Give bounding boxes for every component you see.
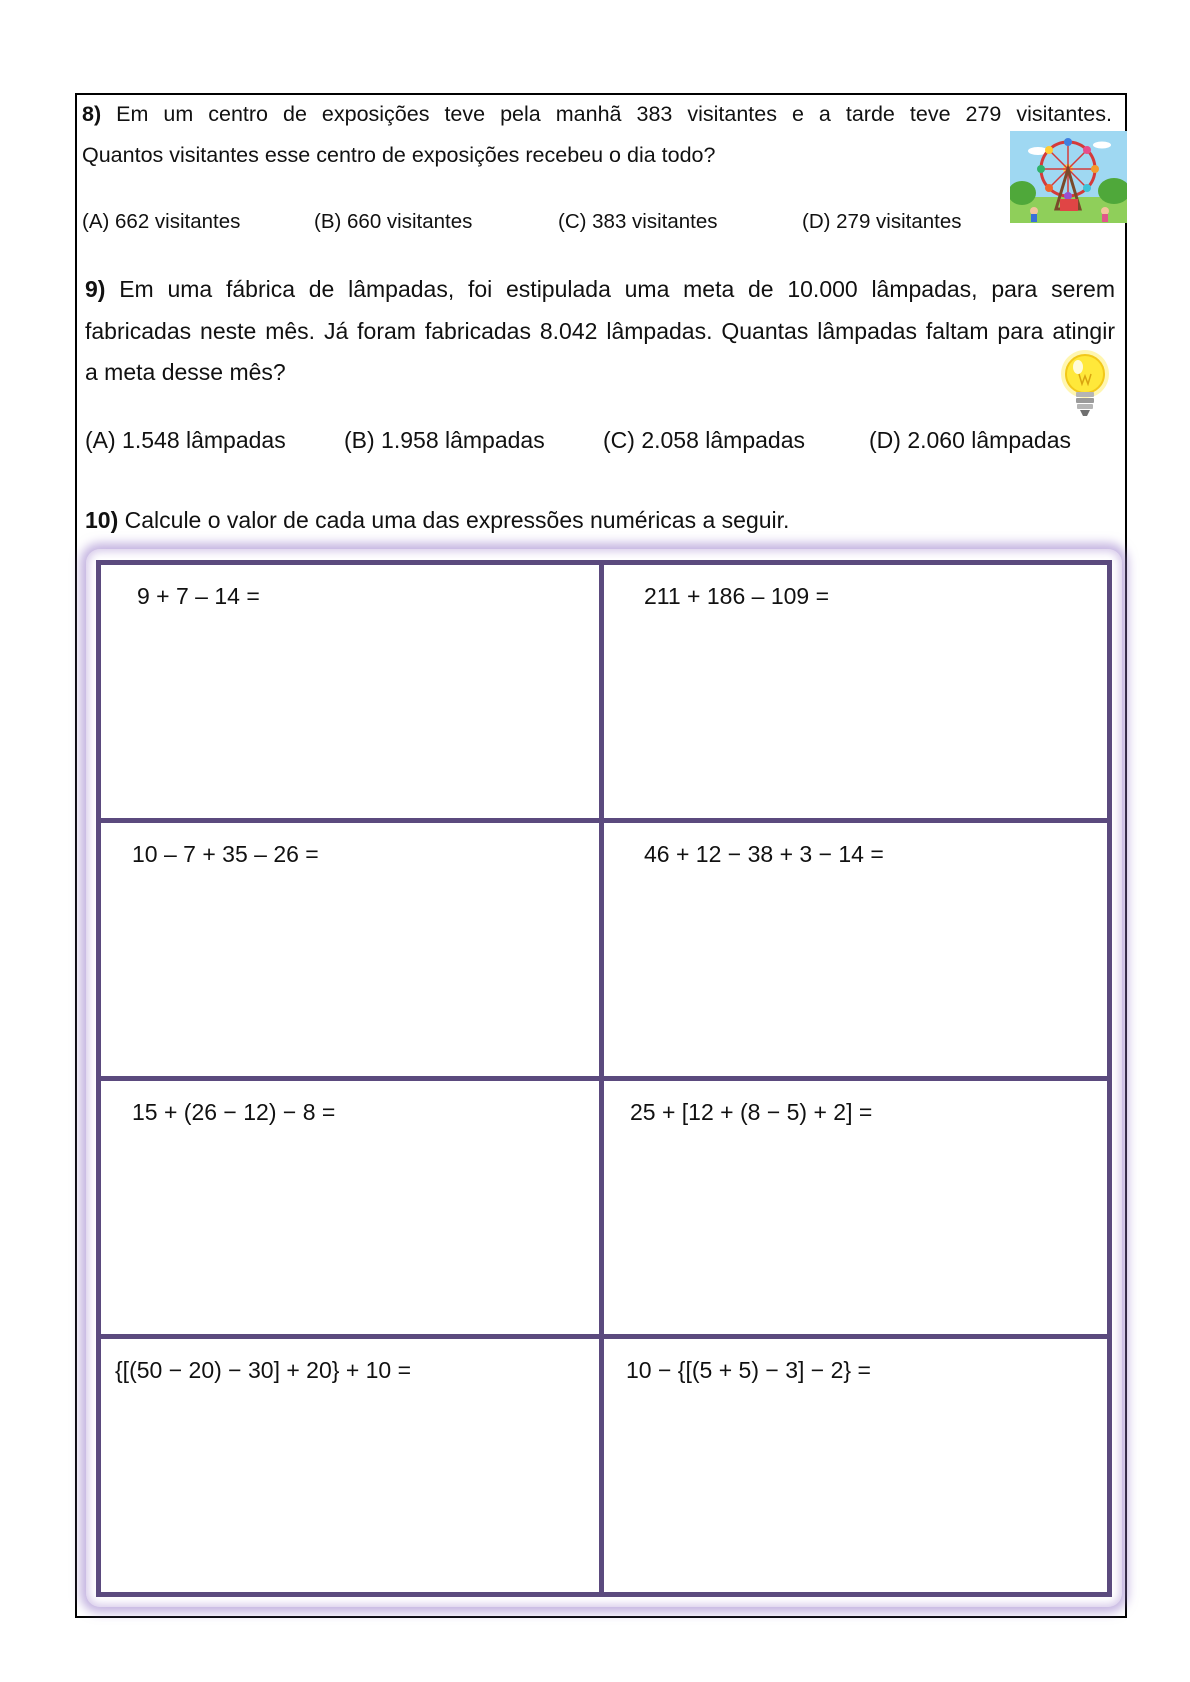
question-8-text-1: Em um centro de exposições teve pela manhã 383 visitantes e a tarde teve 279 visitantes. (116, 102, 1112, 126)
question-8-option-d[interactable]: (D) 279 visitantes (802, 210, 962, 233)
question-10-text: Calcule o valor de cada uma das expressões numéricas a seguir. (124, 507, 790, 533)
lightbulb-icon (1058, 350, 1112, 418)
expression-5: 15 + (26 − 12) − 8 = (132, 1099, 336, 1125)
expression-3: 10 – 7 + 35 – 26 = (132, 841, 319, 867)
question-9-number: 9) (85, 276, 106, 302)
expression-4: 46 + 12 − 38 + 3 − 14 = (644, 841, 884, 867)
question-9-text-1: Em uma fábrica de lâmpadas, foi estipulada uma meta de 10.000 lâmpadas, para serem (119, 276, 1116, 302)
question-9-line-2: fabricadas neste mês. Já foram fabricadas 8.042 lâmpadas. Quantas lâmpadas faltam para atingir (85, 318, 1115, 344)
question-9-line-1 (85, 276, 1115, 303)
expression-cell-3[interactable] (96, 818, 604, 1081)
expression-cell-4[interactable] (599, 818, 1112, 1081)
expression-cell-2[interactable] (599, 560, 1112, 823)
question-9-option-b[interactable]: (B) 1.958 lâmpadas (344, 427, 545, 453)
question-9-line-3: a meta desse mês? (85, 359, 286, 385)
question-10-statement (85, 507, 789, 534)
question-10-number: 10) (85, 507, 119, 533)
question-8-option-a[interactable]: (A) 662 visitantes (82, 210, 241, 233)
expression-2: 211 + 186 – 109 = (644, 583, 830, 609)
question-9-option-a[interactable]: (A) 1.548 lâmpadas (85, 427, 286, 453)
question-9-option-c[interactable]: (C) 2.058 lâmpadas (603, 427, 805, 453)
question-8-option-b[interactable]: (B) 660 visitantes (314, 210, 473, 233)
expression-6: 25 + [12 + (8 − 5) + 2] = (630, 1099, 873, 1125)
expression-8: 10 − {[(5 + 5) − 3] − 2} = (626, 1357, 871, 1383)
expression-cell-1[interactable] (96, 560, 604, 823)
question-8-line-1 (82, 102, 1112, 127)
question-8-option-c[interactable]: (C) 383 visitantes (558, 210, 718, 233)
ferris-wheel-icon (1010, 131, 1127, 223)
expression-7: {[(50 − 20) − 30] + 20} + 10 = (115, 1357, 412, 1383)
expression-cell-5[interactable] (96, 1076, 604, 1339)
question-8-number: 8) (82, 102, 102, 126)
expression-1: 9 + 7 – 14 = (137, 583, 260, 609)
expression-cell-8[interactable] (599, 1334, 1112, 1597)
question-9-option-d[interactable]: (D) 2.060 lâmpadas (869, 427, 1071, 453)
expression-cell-7[interactable] (96, 1334, 604, 1597)
expression-cell-6[interactable] (599, 1076, 1112, 1339)
question-8-line-2: Quantos visitantes esse centro de exposições recebeu o dia todo? (82, 143, 716, 167)
